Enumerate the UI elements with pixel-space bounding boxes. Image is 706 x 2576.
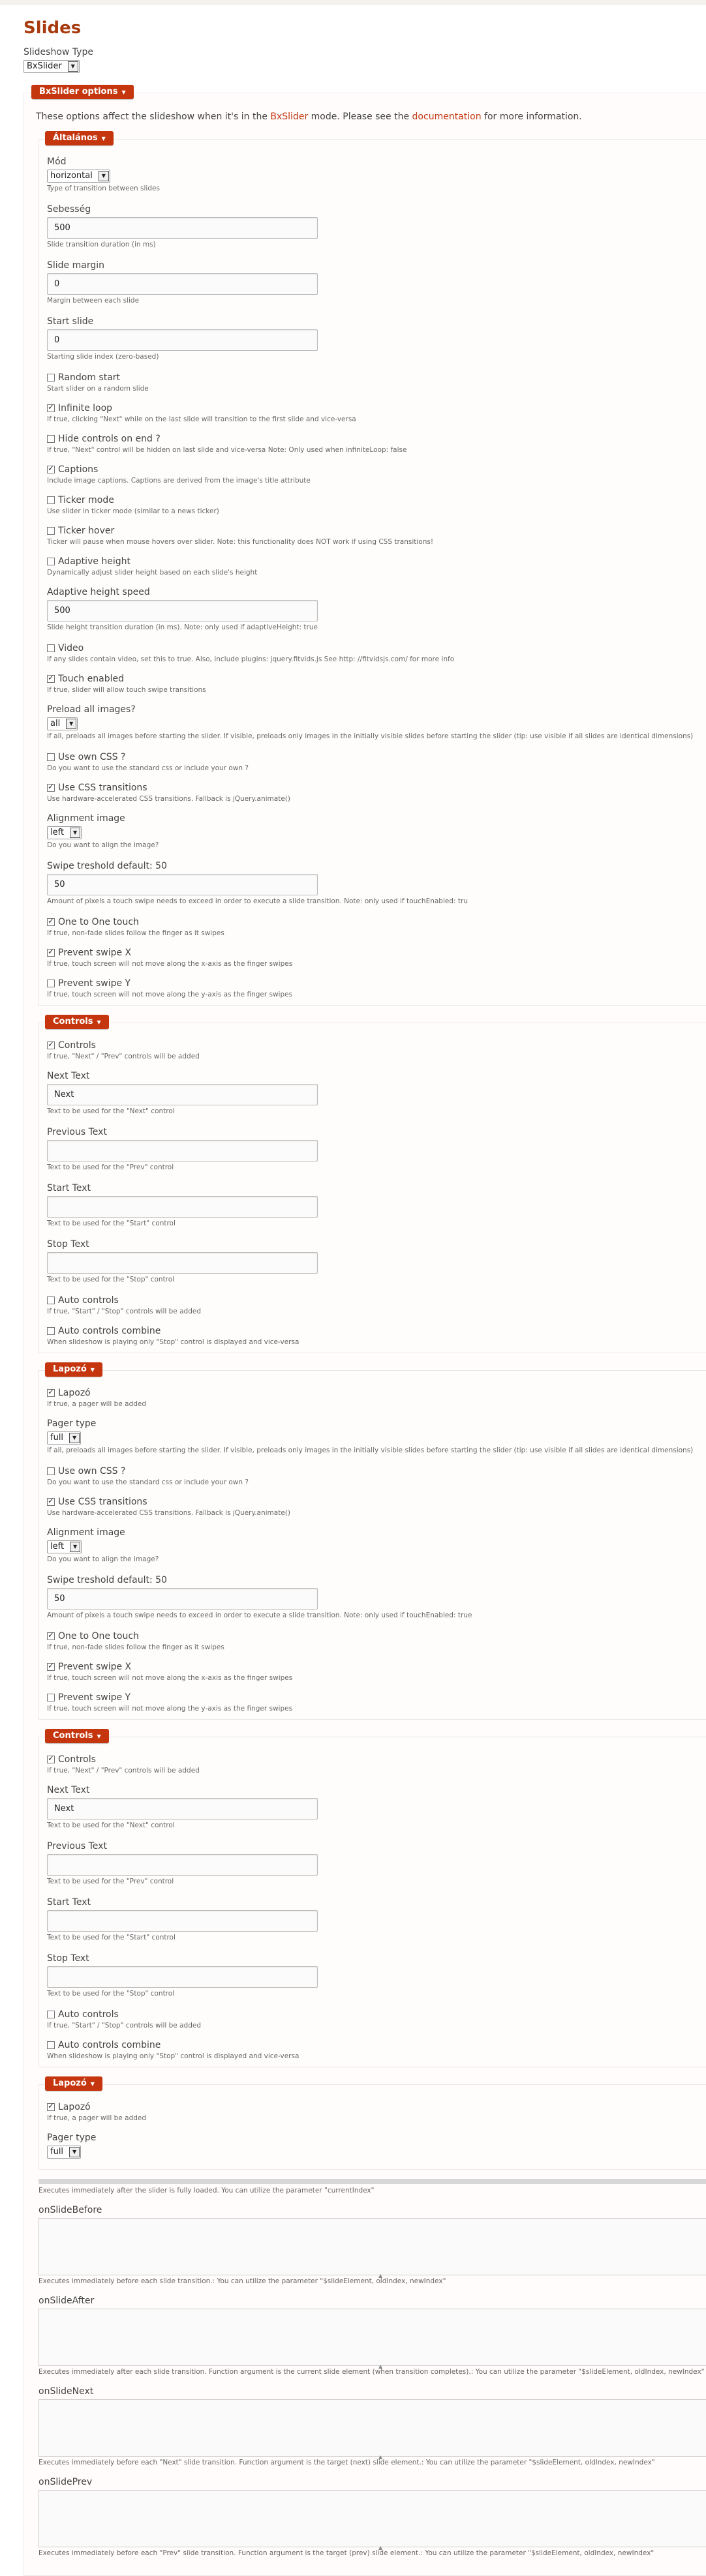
controls-button[interactable]: Controls ▼ — [45, 1015, 109, 1029]
slideshow-type-select[interactable]: BxSlider ▼ — [23, 60, 80, 73]
on-slide-prev-textarea[interactable] — [38, 2490, 706, 2551]
chevron-down-icon: ▼ — [70, 828, 80, 838]
pager-section — [38, 1362, 706, 1720]
css-transitions-checkbox[interactable]: ✓ Use CSS transitions — [47, 783, 706, 793]
slide-margin-input[interactable]: 0 — [47, 273, 318, 295]
prev-text-input[interactable] — [47, 1140, 318, 1161]
general-section — [38, 131, 706, 1006]
controls-section — [38, 1015, 706, 1353]
chevron-down-icon: ▼ — [101, 136, 106, 142]
controls-checkbox-2[interactable]: ✓ Controls — [47, 1754, 706, 1765]
pager-prevent-swipe-y-checkbox[interactable]: Prevent swipe Y — [47, 1692, 706, 1703]
pager-box: ✓ Lapozó If true, a pager will be added Pager type full ▼ If all, preloads all images before starting the slider. If visible, preloads only images in the initially visible slides before starting the slider (tip: use visible if all slides are identical dimensions) Use own CSS ? Do you want to use the standard css or include your own ? ✓ Use CSS transitions Use hardware-accelerated CSS transitions. Fallback is jQuery.animate() Alignment image left ▼ Do you want to align the image? Swipe treshold default: 50 50 Amount of pixels a touch swipe needs to exceed in order to execute a slide transition. Note: only used if touchEnabled: true ✓ One to One touch If true, non-fade slides follow the finger as it swipes ✓ Prevent swipe X If true, touch screen will not move along the x-axis as the finger swipes Prevent swipe Y If true, touch screen will not move along the y-axis as the finger swipes — [38, 1370, 706, 1720]
alignment-select[interactable]: left ▼ — [47, 826, 82, 839]
pager-section-2 — [38, 2076, 706, 2170]
pager-alignment-select[interactable]: left ▼ — [47, 1540, 82, 1553]
pager-button-2[interactable]: Lapozó ▼ — [45, 2076, 102, 2091]
bxslider-options-button[interactable]: BxSlider options ▼ — [31, 85, 134, 99]
events-section: Executes immediately after the slider is fully loaded. You can utilize the parameter "currentIndex" onSlideBefore ▲ Executes immediately before each slide transition.: You can utilize the parameter "$slideElement, oldIndex, newIndex" onSlideAfter ▲ Executes immediately after each slide transition. Function argument is the current slide element (when transition completes).: You can utilize the parameter "$slideElement, oldIndex, newIndex" onSlideNext ▲ Executes immediately before each "Next" slide transition. Function argument is the target (next) slide element.: You can utilize the parameter "$slideElement, oldIndex, newIndex" onSlidePrev ▲ Executes immediately before each "Prev" slide transition. Function argument is the target (prev) slide element.: You can utilize the parameter "$slideElement, oldIndex, newIndex" — [38, 2179, 706, 2557]
pager-prevent-swipe-x-checkbox[interactable]: ✓ Prevent swipe X — [47, 1662, 706, 1672]
adaptive-height-checkbox[interactable]: Adaptive height — [47, 556, 706, 567]
chevron-down-icon: ▼ — [66, 719, 76, 729]
pager-button[interactable]: Lapozó ▼ — [45, 1362, 102, 1377]
general-button[interactable]: Általános ▼ — [45, 131, 114, 145]
resize-grip-icon: ▲ — [378, 2454, 383, 2460]
auto-controls-checkbox-2[interactable]: Auto controls — [47, 2009, 706, 2020]
horizontal-scrollbar[interactable] — [38, 2179, 706, 2184]
resize-grip-icon: ▲ — [378, 2363, 383, 2369]
page — [0, 5, 706, 2576]
controls-box-2: ✓ Controls If true, "Next" / "Prev" controls will be added Next Text Next Text to be used for the "Next" control Previous Text Text to be used for the "Prev" control Start Text Text to be used for the "Start" control Stop Text Text to be used for the "Stop" control Auto controls If true, "Start" / "Stop" controls will be added Auto controls combine When slideshow is playing only "Stop" control is displayed and vice-versa — [38, 1737, 706, 2067]
mode-select[interactable]: horizontal ▼ — [47, 170, 110, 183]
start-text-input[interactable] — [47, 1196, 318, 1218]
page-title: Slides — [23, 18, 82, 38]
pager-checkbox[interactable]: ✓ Lapozó — [47, 1388, 706, 1398]
adaptive-height-speed-input[interactable]: 500 — [47, 600, 318, 622]
on-slide-after-textarea[interactable] — [38, 2309, 706, 2369]
auto-controls-checkbox[interactable]: Auto controls — [47, 1295, 706, 1306]
auto-controls-combine-checkbox-2[interactable]: Auto controls combine — [47, 2040, 706, 2050]
slideshow-type-label: Slideshow Type — [23, 47, 93, 57]
on-slide-before-textarea[interactable] — [38, 2218, 706, 2279]
pager-one-to-one-checkbox[interactable]: ✓ One to One touch — [47, 1631, 706, 1641]
prevent-swipe-x-checkbox[interactable]: ✓ Prevent swipe X — [47, 948, 706, 958]
chevron-down-icon: ▼ — [69, 1433, 80, 1443]
controls-box: ✓ Controls If true, "Next" / "Prev" controls will be added Next Text Next Text to be used for the "Next" control Previous Text Text to be used for the "Prev" control Start Text Text to be used for the "Start" control Stop Text Text to be used for the "Stop" control Auto controls If true, "Start" / "Stop" controls will be added Auto controls combine When slideshow is playing only "Stop" control is displayed and vice-versa — [38, 1023, 706, 1353]
pager-swipe-threshold-input[interactable]: 50 — [47, 1588, 318, 1610]
next-text-input-2[interactable]: Next — [47, 1798, 318, 1820]
captions-checkbox[interactable]: ✓ Captions — [47, 464, 706, 475]
one-to-one-checkbox[interactable]: ✓ One to One touch — [47, 917, 706, 927]
start-slide-input[interactable]: 0 — [47, 329, 318, 351]
pager-box-2: ✓ Lapozó If true, a pager will be added Pager type full ▼ — [38, 2084, 706, 2170]
pager-css-transitions-checkbox[interactable]: ✓ Use CSS transitions — [47, 1497, 706, 1507]
auto-controls-combine-checkbox[interactable]: Auto controls combine — [47, 1326, 706, 1336]
controls-button-2[interactable]: Controls ▼ — [45, 1729, 109, 1743]
stop-text-input[interactable] — [47, 1252, 318, 1274]
own-css-checkbox[interactable]: Use own CSS ? — [47, 752, 706, 762]
top-bar — [0, 0, 706, 5]
slideshow-type-field — [23, 47, 706, 73]
touch-enabled-checkbox[interactable]: ✓ Touch enabled — [47, 674, 706, 684]
resize-grip-icon: ▲ — [378, 2273, 383, 2279]
prev-text-input-2[interactable] — [47, 1854, 318, 1876]
chevron-down-icon: ▼ — [121, 89, 126, 95]
pager-type-select[interactable]: full ▼ — [47, 1431, 81, 1445]
hide-controls-checkbox[interactable]: Hide controls on end ? — [47, 434, 706, 444]
video-checkbox[interactable]: Video — [47, 643, 706, 653]
pager-type-select-2[interactable]: full ▼ — [47, 2146, 81, 2159]
documentation-link[interactable]: documentation — [412, 112, 482, 122]
infinite-loop-checkbox[interactable]: ✓ Infinite loop — [47, 403, 706, 413]
on-slide-next-textarea[interactable] — [38, 2399, 706, 2460]
preload-select[interactable]: all ▼ — [47, 717, 78, 730]
chevron-down-icon: ▼ — [70, 1542, 80, 1552]
ticker-hover-checkbox[interactable]: Ticker hover — [47, 526, 706, 536]
chevron-down-icon: ▼ — [97, 1019, 101, 1025]
next-text-input[interactable]: Next — [47, 1084, 318, 1105]
chevron-down-icon: ▼ — [68, 61, 78, 72]
bxslider-options-section — [23, 85, 706, 2576]
bxslider-mode-link[interactable]: BxSlider — [270, 112, 309, 122]
random-start-checkbox[interactable]: Random start — [47, 372, 706, 383]
stop-text-input-2[interactable] — [47, 1966, 318, 1988]
chevron-down-icon: ▼ — [90, 1367, 95, 1373]
prevent-swipe-y-checkbox[interactable]: Prevent swipe Y — [47, 978, 706, 989]
start-text-input-2[interactable] — [47, 1910, 318, 1932]
controls-checkbox[interactable]: ✓ Controls — [47, 1040, 706, 1051]
pager-own-css-checkbox[interactable]: Use own CSS ? — [47, 1466, 706, 1476]
chevron-down-icon: ▼ — [90, 2081, 95, 2087]
bxslider-options-box — [23, 93, 706, 2576]
chevron-down-icon: ▼ — [99, 171, 109, 181]
chevron-down-icon: ▼ — [69, 2147, 80, 2157]
speed-input[interactable]: 500 — [47, 217, 318, 239]
swipe-threshold-input[interactable]: 50 — [47, 874, 318, 895]
intro-text: These options affect the slideshow when it's in the BxSlider mode. Please see the documentation for more information. — [36, 112, 582, 122]
controls-section-2 — [38, 1729, 706, 2067]
general-box: Mód horizontal ▼ Type of transition between slides Sebesség 500 Slide transition duration (in ms) Slide margin 0 Margin between each slide Start slide 0 Starting slide index (zero-based) Random start Start slider on a random slide ✓ Infinite loop If true, clicking "Next" while on the last slide will transition to the first slide and vice-versa Hide controls on end ? If true, "Next" control will be hidden on last slide and vice-versa Note: Only used when infiniteLoop: false ✓ Captions Include image captions. Captions are derived from the image's title attribute Ticker mode Use slider in ticker mode (similar to a news ticker) Ticker hover Ticker will pause when mouse hovers over slider. Note: this functionality does NOT work if using CSS transitions! Adaptive height Dynamically adjust slider height based on each slide's height Adaptive height speed 500 Slide height transition duration (in ms). Note: only used if adaptiveHeight: true Video If any slides contain video, set this to true. Also, include plugins: jquery.fitvids.js See http: //fitvidsjs.com/ for more info ✓ Touch enabled If true, slider will allow touch swipe transitions Preload all images? all ▼ If all, preloads all images before starting the slider. If visible, preloads only images in the initially visible slides before starting the slider (tip: use visible if all slides are identical dimensions) Use own CSS ? Do you want to use the standard css or include your own ? ✓ Use CSS transitions Use hardware-accelerated CSS transitions. Fallback is jQuery.animate() Alignment image left ▼ Do you want to align the image? Swipe treshold default: 50 50 Amount of pixels a touch swipe needs to exceed in order to execute a slide transition. Note: only used if touchEnabled: tru ✓ One to One touch If true, non-fade slides follow the finger as it swipes ✓ Prevent swipe X If true, touch screen will not move along the x-axis as the finger swipes Prevent swipe Y If true, touch screen will not move along the y-axis as the finger swipes — [38, 139, 706, 1006]
resize-grip-icon: ▲ — [378, 2545, 383, 2551]
chevron-down-icon: ▼ — [97, 1733, 101, 1739]
ticker-mode-checkbox[interactable]: Ticker mode — [47, 495, 706, 505]
pager-checkbox-2[interactable]: ✓ Lapozó — [47, 2102, 706, 2112]
